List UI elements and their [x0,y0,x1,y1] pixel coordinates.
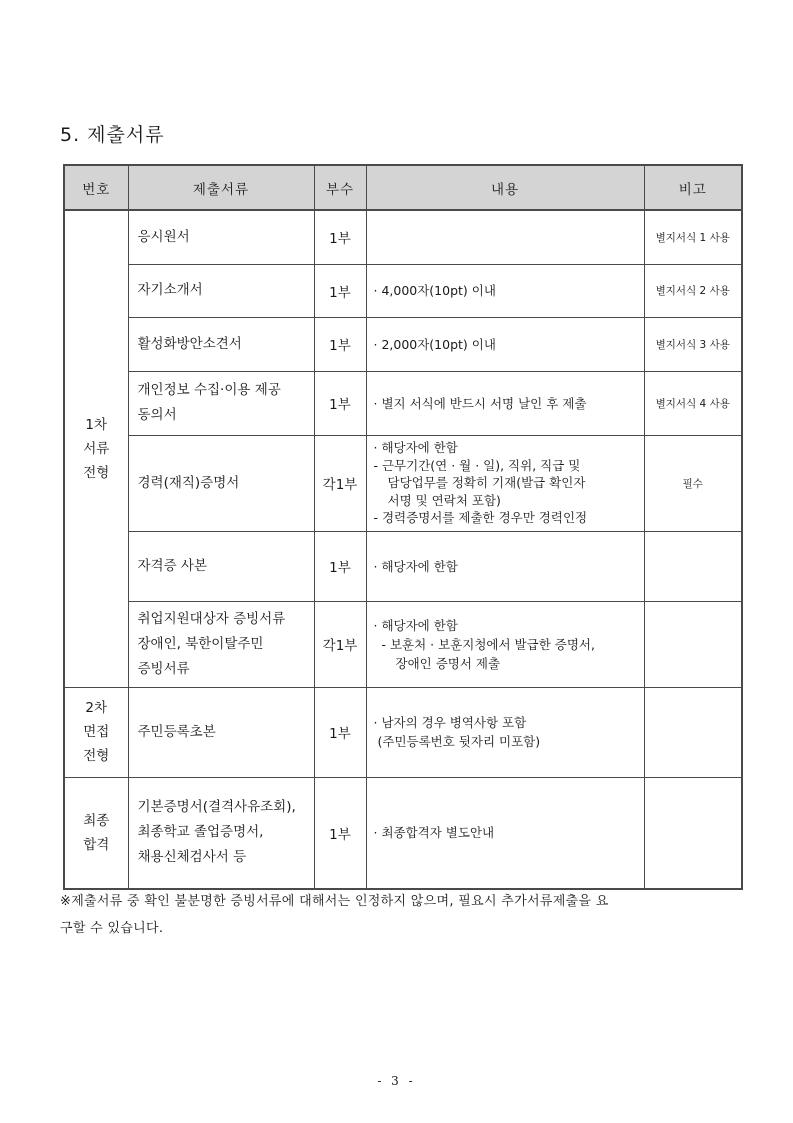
doc-cell [128,777,314,889]
content-cell [366,210,644,264]
content-cell [366,371,644,435]
section-title: 5. 제출서류 [60,124,165,146]
content-cell [366,531,644,601]
doc-name: 최종학교 졸업증명서, [137,824,264,841]
stage-label: 전형 [83,464,110,481]
stage-cell-2 [64,687,128,777]
content-cell [366,601,644,687]
content-line: 장애인 증명서 제출 [395,655,501,671]
note-cell [644,531,742,601]
header-count: 부수 [314,165,366,210]
content-line: 담당업무를 정확히 기재(발급 확인자 [387,475,586,491]
doc-name: 경력(재직)증명서 [137,474,240,491]
count-cell: 각1부 [314,435,366,531]
doc-cell [128,317,314,371]
content-cell [366,317,644,371]
content-line: - 경력증명서를 제출한 경우만 경력인정 [373,510,588,526]
stage-label: 서류 [83,440,110,457]
stage-label: 합격 [83,836,110,853]
content-line: · 2,000자(10pt) 이내 [373,336,496,352]
footnote [60,888,740,942]
content-line: · 해당자에 한함 [373,617,458,633]
doc-name: 활성화방안소견서 [137,335,242,352]
count-cell: 1부 [314,371,366,435]
count-cell: 1부 [314,531,366,601]
content-line: · 해당자에 한함 [373,440,458,456]
stage-label: 최종 [83,812,110,829]
doc-name: 응시원서 [137,228,190,245]
doc-name: 기본증명서(결격사유조회), [137,799,296,816]
table-row [64,601,742,687]
content-line: - 근무기간(연 · 월 · 일), 직위, 직급 및 [373,457,581,473]
note-cell [644,687,742,777]
content-line: - 보훈처 · 보훈지청에서 발급한 증명서, [381,636,595,652]
doc-cell [128,435,314,531]
doc-name: 개인정보 수집·이용 제공 [137,382,281,398]
stage-label: 1차 [85,416,108,433]
content-line: · 4,000자(10pt) 이내 [373,283,496,298]
content-cell [366,777,644,889]
doc-name: 증빙서류 [137,660,190,677]
note-cell: 별지서식 2 사용 [644,264,742,317]
count-cell: 1부 [314,687,366,777]
table-header-row [64,165,742,210]
content-line: 서명 및 연락처 포함) [387,492,501,508]
table-row [64,371,742,435]
note-cell [644,777,742,889]
content-cell [366,687,644,777]
doc-name: 채용신체검사서 등 [137,849,247,866]
footnote-line: 구할 수 있습니다. [60,921,164,936]
count-cell: 1부 [314,317,366,371]
stage-label: 면접 [83,724,110,740]
submission-documents-table [63,164,743,890]
header-no: 번호 [64,165,128,210]
stage-label: 전형 [83,748,110,764]
stage-label: 2차 [85,700,108,716]
content-cell [366,435,644,531]
count-cell: 1부 [314,777,366,889]
count-cell: 1부 [314,264,366,317]
table-row [64,210,742,264]
table-row [64,531,742,601]
doc-name: 취업지원대상자 증빙서류 [137,610,286,627]
table-row [64,687,742,777]
stage-cell-3 [64,777,128,889]
doc-cell [128,531,314,601]
note-cell: 별지서식 3 사용 [644,317,742,371]
note-cell [644,601,742,687]
doc-cell [128,264,314,317]
doc-cell [128,601,314,687]
content-cell [366,264,644,317]
doc-cell [128,210,314,264]
doc-name: 주민등록초본 [137,723,216,740]
content-line: · 최종합격자 별도안내 [373,825,495,841]
content-line: · 남자의 경우 병역사항 포함 [373,715,527,730]
content-line: (주민등록번호 뒷자리 미포함) [377,734,541,749]
content-line: · 별지 서식에 반드시 서명 날인 후 제출 [373,395,587,411]
doc-cell [128,687,314,777]
doc-cell [128,371,314,435]
header-note: 비고 [644,165,742,210]
stage-cell-1 [64,210,128,687]
content-line: · 해당자에 한함 [373,558,458,574]
table-row [64,317,742,371]
table-row [64,264,742,317]
doc-name: 장애인, 북한이탈주민 [137,635,264,652]
doc-name: 동의서 [137,407,177,423]
header-doc: 제출서류 [128,165,314,210]
page-number: - 3 - [377,1074,416,1088]
note-cell: 별지서식 4 사용 [644,371,742,435]
doc-name: 자격증 사본 [137,557,207,574]
table-row [64,435,742,531]
note-cell: 별지서식 1 사용 [644,210,742,264]
count-cell: 각1부 [314,601,366,687]
count-cell: 1부 [314,210,366,264]
header-content: 내용 [366,165,644,210]
table-row [64,777,742,889]
footnote-line: ※제출서류 중 확인 불분명한 증빙서류에 대해서는 인정하지 않으며, 필요시 추가서류제출을 요 [60,894,609,909]
note-cell: 필수 [644,435,742,531]
doc-name: 자기소개서 [137,282,203,298]
